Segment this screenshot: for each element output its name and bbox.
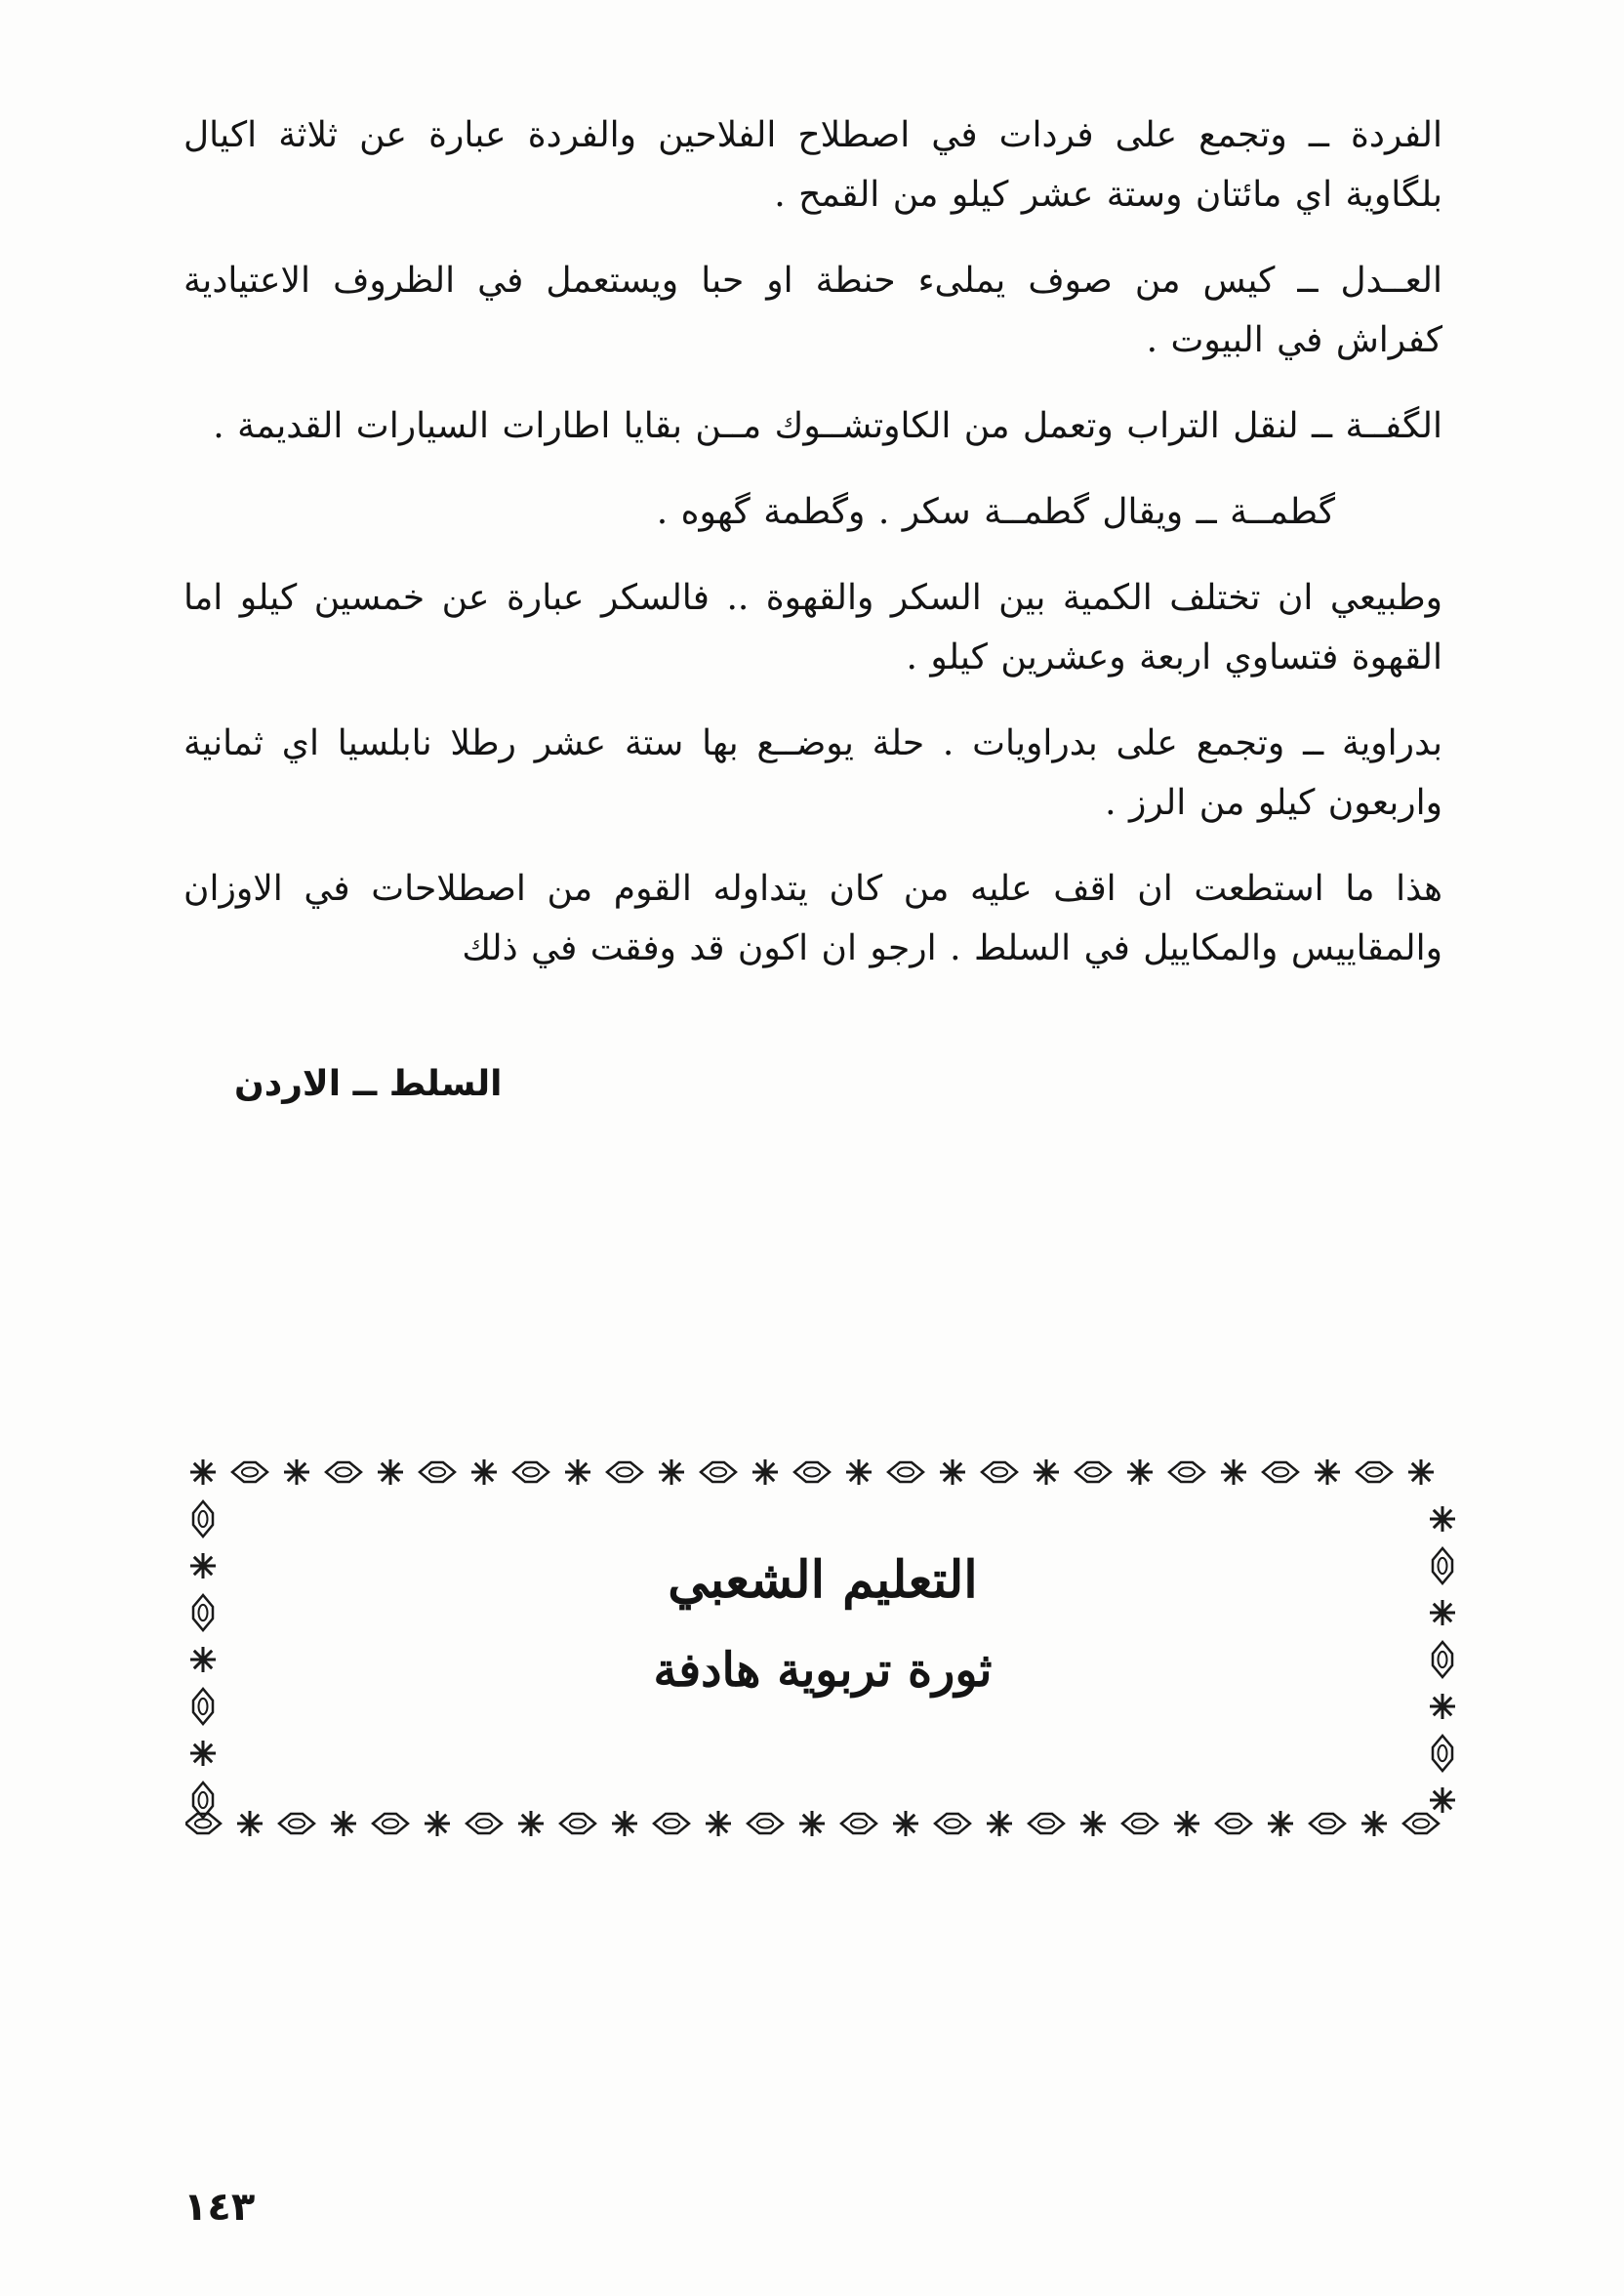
diamond-ornament-icon bbox=[1169, 1462, 1204, 1482]
star-ornament-icon bbox=[1430, 1506, 1455, 1532]
diamond-ornament-icon bbox=[701, 1462, 736, 1482]
star-ornament-icon bbox=[846, 1459, 872, 1485]
diamond-ornament-icon bbox=[1263, 1462, 1298, 1482]
diamond-ornament-icon bbox=[607, 1462, 642, 1482]
diamond-ornament-icon bbox=[1310, 1814, 1345, 1833]
signature-location: السلط ــ الاردن bbox=[234, 1064, 503, 1104]
diamond-ornament-icon bbox=[1076, 1462, 1111, 1482]
star-ornament-icon bbox=[1221, 1459, 1246, 1485]
diamond-ornament-icon bbox=[1433, 1736, 1452, 1771]
star-ornament-icon bbox=[799, 1811, 825, 1836]
star-ornament-icon bbox=[190, 1741, 216, 1766]
diamond-ornament-icon bbox=[326, 1462, 361, 1482]
star-ornament-icon bbox=[471, 1459, 497, 1485]
diamond-ornament-icon bbox=[513, 1462, 548, 1482]
star-ornament-icon bbox=[659, 1459, 684, 1485]
star-ornament-icon bbox=[752, 1459, 778, 1485]
diamond-ornament-icon bbox=[888, 1462, 923, 1482]
diamond-ornament-icon bbox=[560, 1814, 595, 1833]
ornamental-title-box bbox=[185, 1453, 1460, 1843]
paragraph-conclusion: هذا ما استطعت ان اقف عليه من كان يتداوله القوم من اصطلاحات في الاوزان والمقاييس والمكاييل في السلط . ارجو ان اكون قد وفقت في ذلك bbox=[183, 869, 1442, 968]
paragraph-gatma: گطمــة ــ ويقال گطمــة سكر . وگطمة گهوه . bbox=[656, 492, 1335, 532]
diamond-ornament-icon bbox=[193, 1783, 213, 1818]
paragraph-aladl: العــدل ــ كيس من صوف يملىء حنطة او حبا ويستعمل في الظروف الاعتيادية كفراش في البيوت . bbox=[183, 261, 1442, 360]
star-ornament-icon bbox=[1268, 1811, 1293, 1836]
paragraph-badrawiya: بدراوية ــ وتجمع على بدراويات . حلة يوضــع بها ستة عشر رطلا نابلسيا اي ثمانية واربعون كيلو من الرز . bbox=[183, 723, 1442, 823]
star-ornament-icon bbox=[284, 1459, 309, 1485]
diamond-ornament-icon bbox=[373, 1814, 408, 1833]
star-ornament-icon bbox=[1408, 1459, 1434, 1485]
diamond-ornament-icon bbox=[794, 1462, 830, 1482]
star-ornament-icon bbox=[1430, 1787, 1455, 1813]
star-ornament-icon bbox=[190, 1459, 216, 1485]
diamond-ornament-icon bbox=[935, 1814, 970, 1833]
star-ornament-icon bbox=[1080, 1811, 1106, 1836]
paragraph-algaffa: الگفــة ــ لنقل التراب وتعمل من الكاوتشــوك مــن بقايا اطارات السيارات القديمة . bbox=[213, 406, 1442, 446]
star-ornament-icon bbox=[893, 1811, 918, 1836]
diamond-ornament-icon bbox=[841, 1814, 876, 1833]
star-ornament-icon bbox=[378, 1459, 403, 1485]
diamond-ornament-icon bbox=[193, 1501, 213, 1537]
diamond-ornament-icon bbox=[1403, 1814, 1439, 1833]
diamond-ornament-icon bbox=[279, 1814, 314, 1833]
star-ornament-icon bbox=[518, 1811, 544, 1836]
diamond-ornament-icon bbox=[1122, 1814, 1157, 1833]
star-ornament-icon bbox=[987, 1811, 1012, 1836]
paragraph-alfarda: الفردة ــ وتجمع على فردات في اصطلاح الفلاحين والفردة عبارة عن ثلاثة اكيال بلگاوية اي مائتان وستة عشر كيلو من القمح . bbox=[183, 115, 1442, 215]
diamond-ornament-icon bbox=[1216, 1814, 1251, 1833]
star-ornament-icon bbox=[706, 1811, 731, 1836]
diamond-ornament-icon bbox=[1357, 1462, 1392, 1482]
box-title: التعليم الشعبي bbox=[668, 1550, 978, 1610]
diamond-ornament-icon bbox=[232, 1462, 267, 1482]
box-subtitle: ثورة تربوية هادفة bbox=[653, 1643, 993, 1698]
diamond-ornament-icon bbox=[654, 1814, 689, 1833]
star-ornament-icon bbox=[1315, 1459, 1340, 1485]
star-ornament-icon bbox=[237, 1811, 263, 1836]
diamond-ornament-icon bbox=[748, 1814, 783, 1833]
star-ornament-icon bbox=[1174, 1811, 1199, 1836]
page-number: ١٤٣ bbox=[183, 2185, 256, 2230]
diamond-ornament-icon bbox=[1029, 1814, 1064, 1833]
paragraph-sugar-coffee: وطبيعي ان تختلف الكمية بين السكر والقهوة .. فالسكر عبارة عن خمسين كيلو اما القهوة فتساوي اربعة وعشرين كيلو . bbox=[183, 578, 1442, 677]
diamond-ornament-icon bbox=[467, 1814, 502, 1833]
diamond-ornament-icon bbox=[982, 1462, 1017, 1482]
star-ornament-icon bbox=[612, 1811, 637, 1836]
star-ornament-icon bbox=[331, 1811, 356, 1836]
star-ornament-icon bbox=[1361, 1811, 1387, 1836]
star-ornament-icon bbox=[1127, 1459, 1153, 1485]
article-text bbox=[183, 105, 1442, 1004]
star-ornament-icon bbox=[940, 1459, 965, 1485]
star-ornament-icon bbox=[1034, 1459, 1059, 1485]
diamond-ornament-icon bbox=[420, 1462, 455, 1482]
star-ornament-icon bbox=[565, 1459, 590, 1485]
star-ornament-icon bbox=[425, 1811, 450, 1836]
